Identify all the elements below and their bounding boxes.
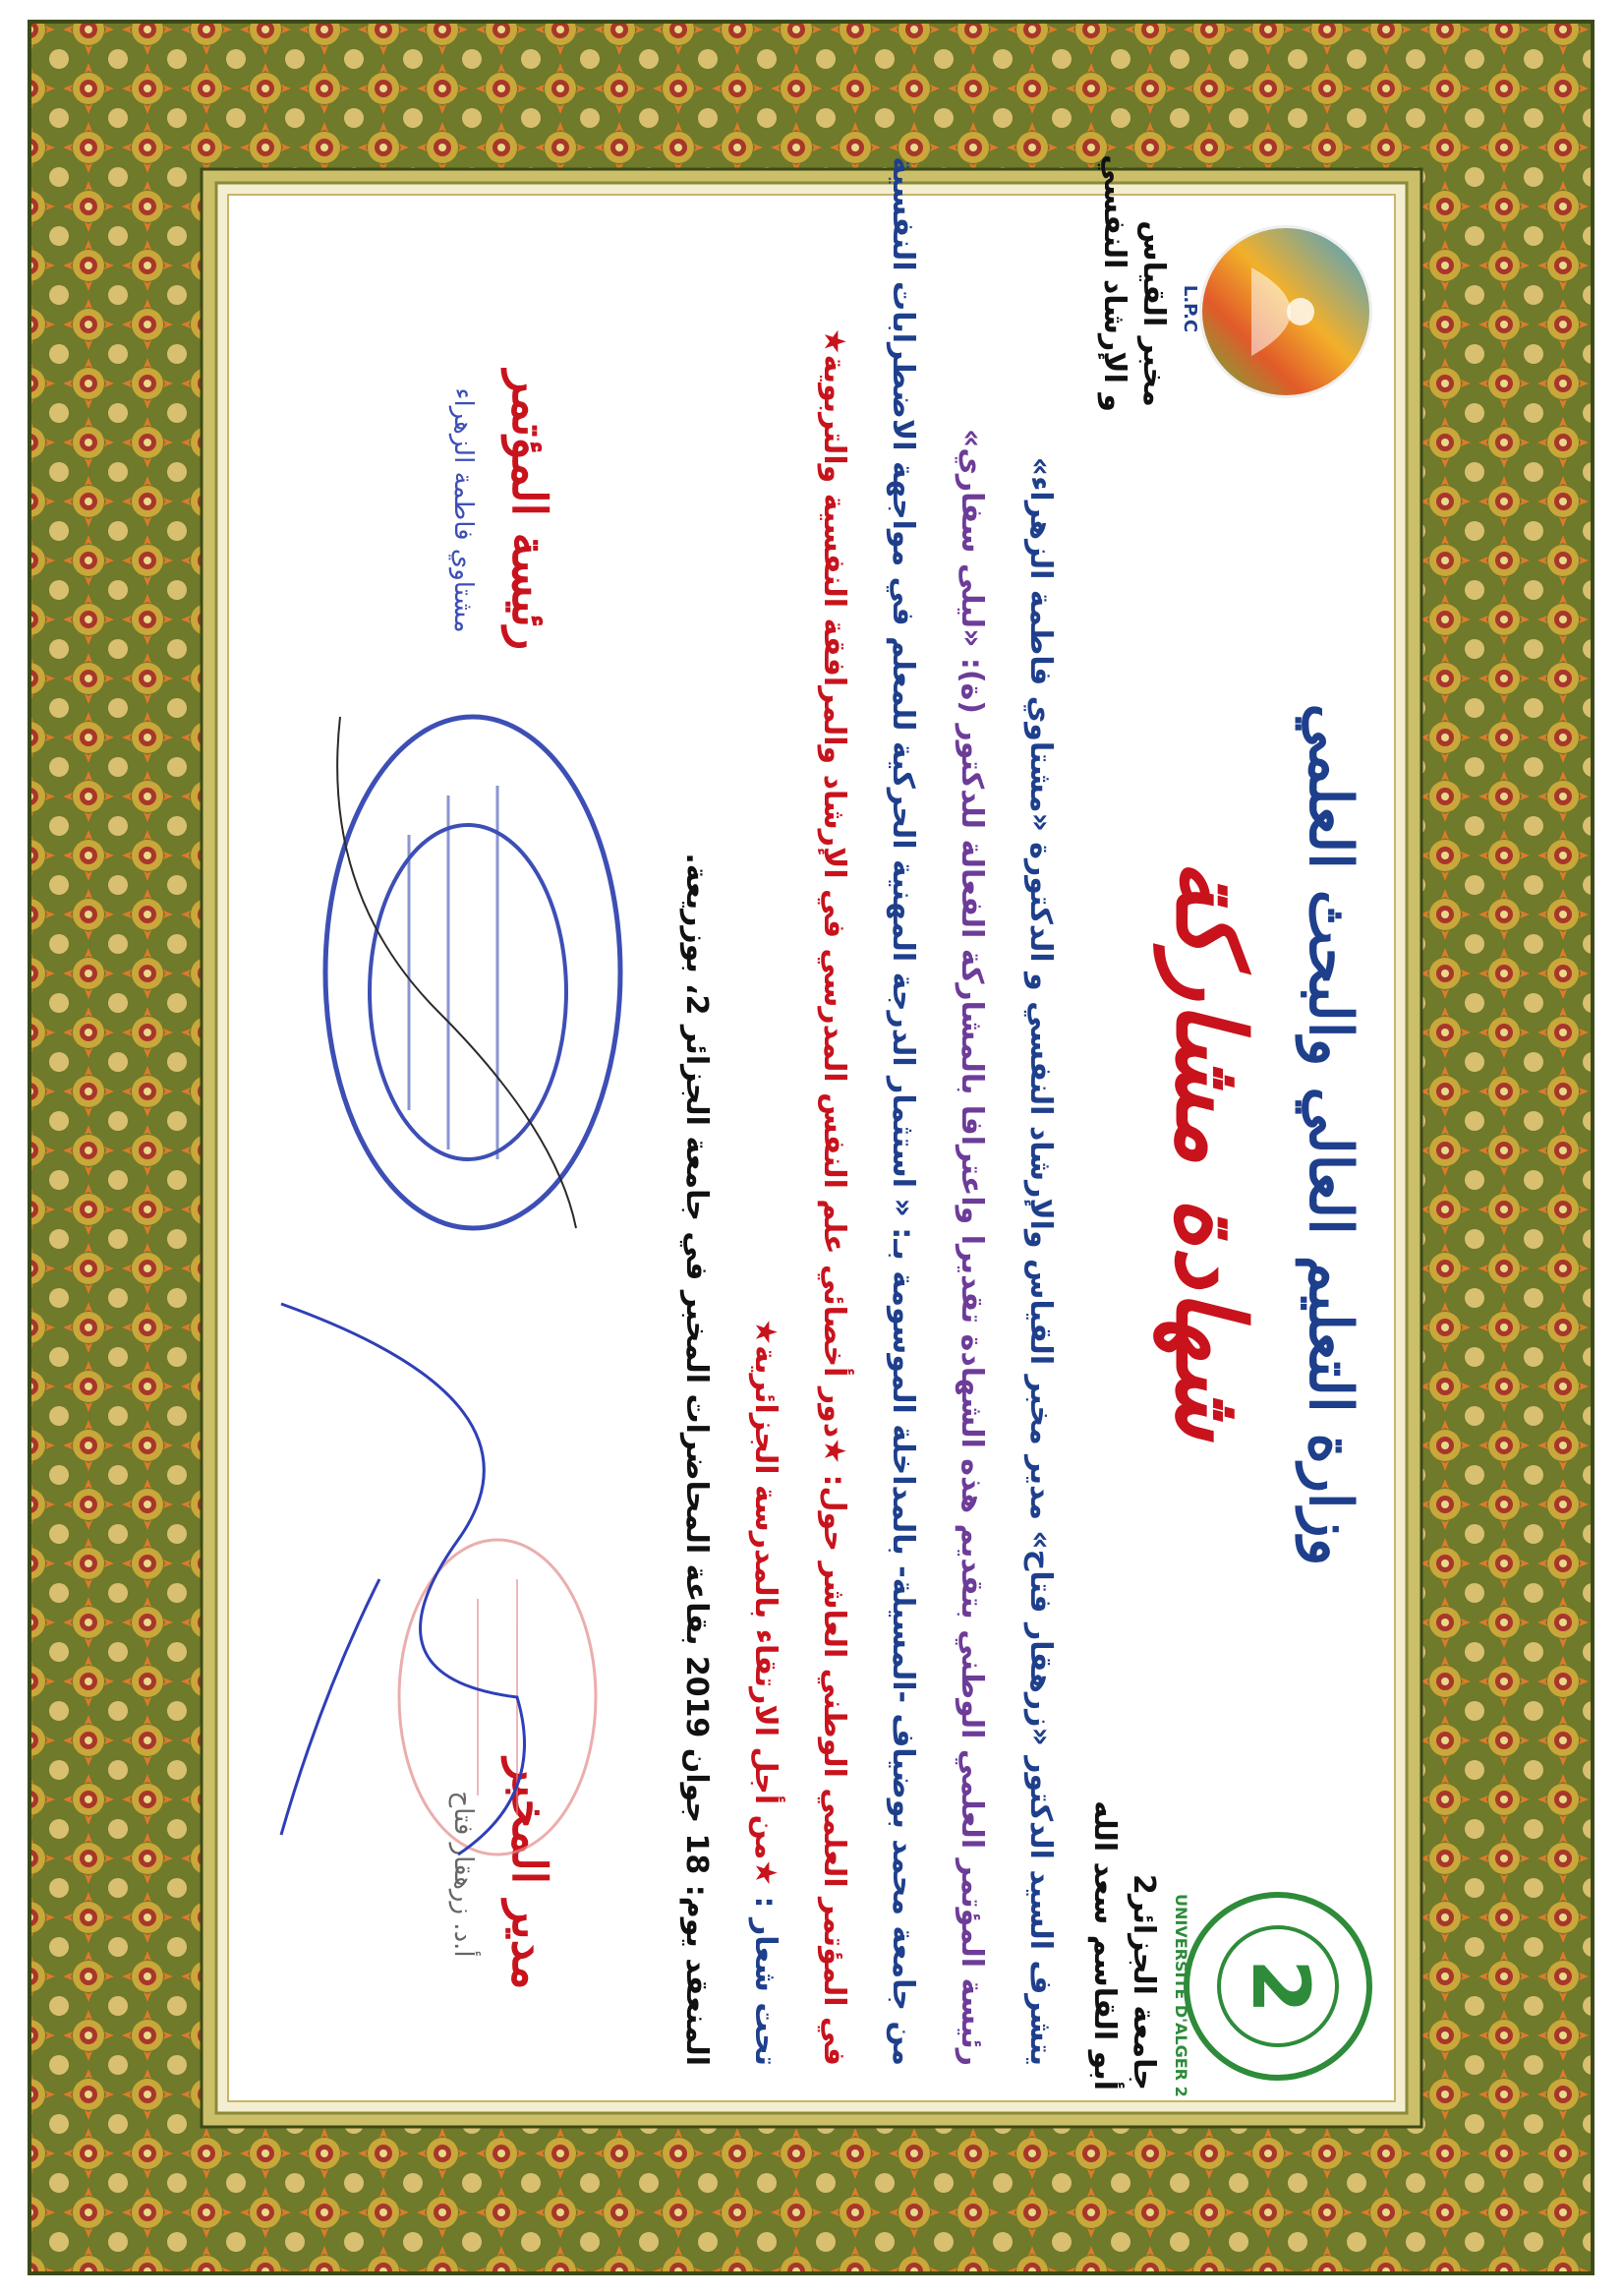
university-name: جامعة الجزائر2 (1127, 1874, 1161, 2090)
body-line-2: رئيسة المؤتمر العلمي الوطني بتقديم هذه الشهادة تقديرا واعترافا بالمشاركة الفعالة للدكتور (ة): «ليلى سفاري» (955, 429, 989, 2066)
president-signature-title: رئيسة المؤتمر (501, 370, 556, 651)
certificate-rotated (241, 154, 1382, 2097)
university-logo (1184, 1892, 1372, 2081)
slogan-line (748, 227, 783, 2066)
body-line-4: في المؤتمر العلمي الوطني العاشر حول: ★دور أخصائي علم النفس المدرسي في الإرشاد والمرافقة النفسية والتربوية★ (817, 327, 851, 2066)
slogan-text: ★من أجل الارتقاء بالمدرسة الجزائرية★ (748, 1319, 783, 1887)
director-signature-name: أ.د. زرهقار فتاح (448, 1791, 478, 1958)
certificate-content (241, 154, 1382, 2097)
svg-text:2: 2 (1235, 1959, 1326, 2014)
director-handwritten-signature (252, 1284, 576, 1874)
certificate-title: شهادة مشاركة (1155, 858, 1266, 1441)
ministry-title: وزارة التعليم العالي والبحث العلمي (1296, 703, 1364, 1566)
laboratory-logo (1199, 225, 1372, 398)
university-logo-label: UNIVERSITE D'ALGER 2 (1172, 1894, 1190, 2097)
held-line: المنعقد يوم: 18 جوان 2019 بقاعة المحاضرات المخبر في جامعة الجزائر 2، بوزريعة. (679, 853, 714, 2066)
body-line-3: من جامعة محمد بوضياف -المسيلة- بالمداخلة الموسومة بـ: « استثمار الدرجة المهنية الحركية للمعلم في مواجهة الاضطرابات النفسية (886, 156, 920, 2066)
director-signature-title: مدير المخبر (501, 1758, 556, 1990)
laboratory-name: مخبر القياس (1136, 220, 1171, 407)
laboratory-emblem-icon (1202, 228, 1369, 395)
laboratory-subname: و الإرشاد النفسي (1097, 154, 1131, 412)
university-subname: أبو القاسم سعد الله (1087, 1800, 1122, 2090)
blue-stamp (311, 697, 635, 1248)
university-emblem-icon (1204, 1913, 1352, 2060)
president-signature-name: مشتاوي فاطمة الزهراء (448, 387, 478, 633)
slogan-label: تحت شعار : (748, 1896, 783, 2066)
laboratory-logo-label: L.P.C (1180, 284, 1200, 333)
body-line-1: يتشرف السيد الدكتور «زرهقار فتاح» مدير مخبر القياس والإرشاد النفسي و الدكتورة «مشتاوي فاطمة الزهراء» (1023, 456, 1058, 2066)
